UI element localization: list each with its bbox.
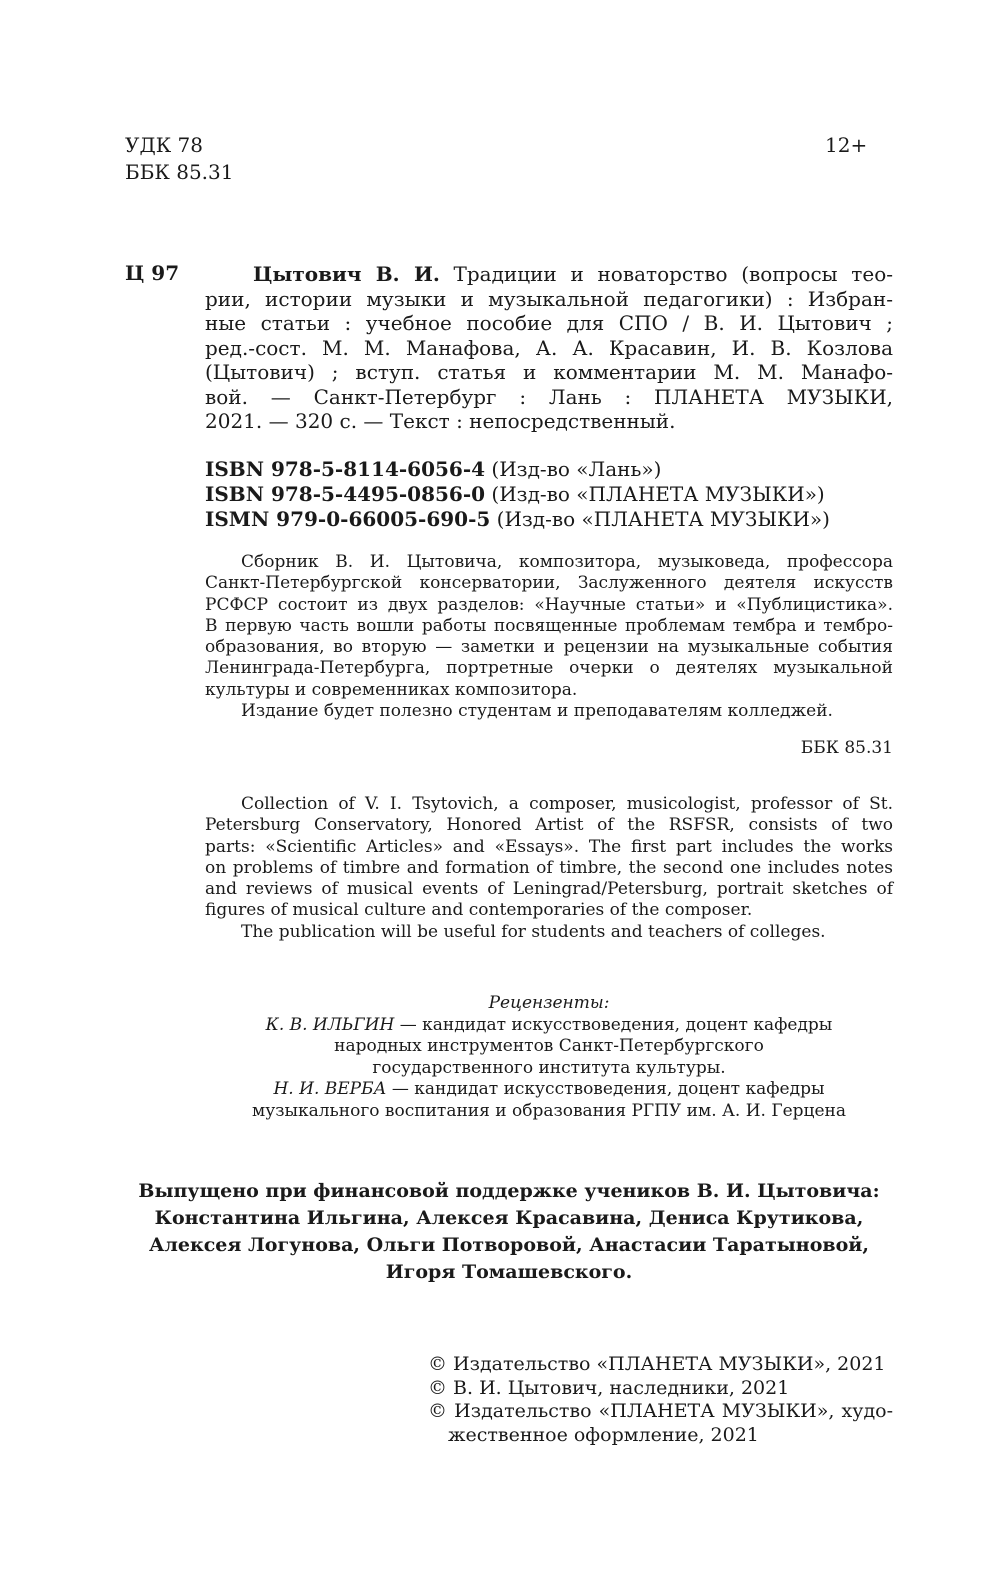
catalog-line: (Цытович) ; вступ. статья и комментарии М. М. Манафо- — [205, 360, 893, 384]
reviewer-entry — [205, 1079, 893, 1101]
catalog-author: Цытович В. И. — [253, 262, 440, 286]
copyright-line: © Издательство «ПЛАНЕТА МУЗЫКИ», худо- — [428, 1400, 893, 1422]
copyright-line: жественное оформление, 2021 — [448, 1423, 759, 1446]
reviewer-name: К. В. ИЛЬГИН — [265, 1014, 395, 1035]
abstract-line: Petersburg Conservatory, Honored Artist of the RSFSR, consists of two — [205, 815, 893, 836]
udk-code: УДК 78 — [125, 133, 203, 157]
abstract-line: and reviews of musical events of Leningrad/Petersburg, portrait sketches of — [205, 879, 893, 900]
abstract-line: Санкт-Петербургской консерватории, Заслуженного деятеля искусств — [205, 573, 893, 594]
copyright-block — [428, 1353, 893, 1447]
support-line: Игоря Томашевского. — [385, 1261, 633, 1283]
isbn-list — [205, 457, 830, 532]
reviewer-name: Н. И. ВЕРБА — [273, 1079, 387, 1099]
ismn-item — [205, 507, 830, 532]
catalog-first-line — [205, 262, 893, 287]
reviewer-position-line: государственного института культуры. — [372, 1057, 726, 1078]
isbn-publisher: (Изд-во «ПЛАНЕТА МУЗЫКИ») — [485, 482, 825, 506]
abstract-line: Ленинграда-Петербурга, портретные очерки о деятелях музыкальной — [205, 658, 893, 679]
isbn-item — [205, 457, 830, 482]
catalog-index: Ц 97 — [125, 261, 180, 285]
abstract-english — [205, 794, 893, 943]
abstract-line: Сборник В. И. Цытовича, композитора, музыковеда, профессора — [241, 552, 893, 572]
catalog-line: вой. — Санкт-Петербург : Лань : ПЛАНЕТА МУЗЫКИ, — [205, 384, 893, 409]
support-line: Алексея Логунова, Ольги Потворовой, Анастасии Таратыновой, — [149, 1234, 869, 1256]
abstract-line: Collection of V. I. Tsytovich, a composer, musicologist, professor of St. — [241, 794, 893, 814]
abstract-line: on problems of timbre and formation of timbre, the second one includes notes — [205, 857, 893, 878]
ismn-code: ISMN 979-0-66005-690-5 — [205, 507, 491, 531]
abstract-line: figures of musical culture and contemporaries of the composer. — [205, 900, 753, 921]
catalog-line: Традиции и новаторство (вопросы тео- — [453, 262, 893, 286]
support-line: Выпущено при финансовой поддержке учеников В. И. Цытовича: — [138, 1180, 880, 1202]
catalog-line: 2021. — 320 с. — Текст : непосредственный. — [205, 409, 676, 433]
copyright-line: © В. И. Цытович, наследники, 2021 — [428, 1376, 790, 1399]
isbn-publisher: (Изд-во «Лань») — [485, 457, 662, 481]
abstract-note: Издание будет полезно студентам и преподавателям колледжей. — [241, 701, 833, 722]
reviewer-position-line: музыкального воспитания и образования РГПУ им. А. И. Герцена — [251, 1100, 847, 1121]
copyright-line: © Издательство «ПЛАНЕТА МУЗЫКИ», 2021 — [428, 1353, 886, 1375]
reviewer-position: — кандидат искусствоведения, доцент кафедры — [386, 1079, 825, 1099]
abstract-line: образования, во вторую — заметки и рецензии на музыкальные события — [205, 637, 893, 658]
isbn-code: ISBN 978-5-8114-6056-4 — [205, 457, 486, 481]
isbn-item — [205, 482, 830, 507]
bbk-code: ББК 85.31 — [125, 160, 234, 184]
catalog-line: ные статьи : учебное пособие для СПО / В. И. Цытович ; — [205, 311, 893, 335]
support-block — [125, 1178, 893, 1286]
abstract-line: В первую часть вошли работы посвященные проблемам тембра и тембро- — [205, 615, 893, 636]
reviewers-title: Рецензенты: — [488, 993, 610, 1013]
reviewer-position-line: народных инструментов Санкт-Петербургского — [334, 1036, 764, 1056]
support-line: Константина Ильгина, Алексея Красавина, Дениса Крутикова, — [154, 1207, 864, 1229]
abstract-russian — [205, 552, 893, 722]
abstract-bbk: ББК 85.31 — [800, 738, 893, 758]
abstract-line: parts: «Scientific Articles» and «Essays». The first part includes the works — [205, 836, 893, 857]
abstract-line: РСФСР состоит из двух разделов: «Научные статьи» и «Публицистика». — [205, 594, 893, 615]
abstract-note: The publication will be useful for students and teachers of colleges. — [241, 921, 826, 942]
catalog-description — [205, 262, 893, 434]
catalog-line: рии, истории музыки и музыкальной педагогики) : Избран- — [205, 286, 893, 311]
catalog-line: ред.-сост. М. М. Манафова, А. А. Красавин, И. В. Козлова — [205, 335, 893, 360]
reviewers-block — [205, 993, 893, 1122]
isbn-publisher: (Изд-во «ПЛАНЕТА МУЗЫКИ») — [490, 507, 830, 531]
isbn-code: ISBN 978-5-4495-0856-0 — [205, 482, 486, 506]
reviewer-position: — кандидат искусствоведения, доцент кафедры — [394, 1014, 833, 1035]
abstract-line: культуры и современниках композитора. — [205, 679, 578, 700]
reviewer-entry — [205, 1015, 893, 1037]
age-rating: 12+ — [825, 133, 868, 157]
